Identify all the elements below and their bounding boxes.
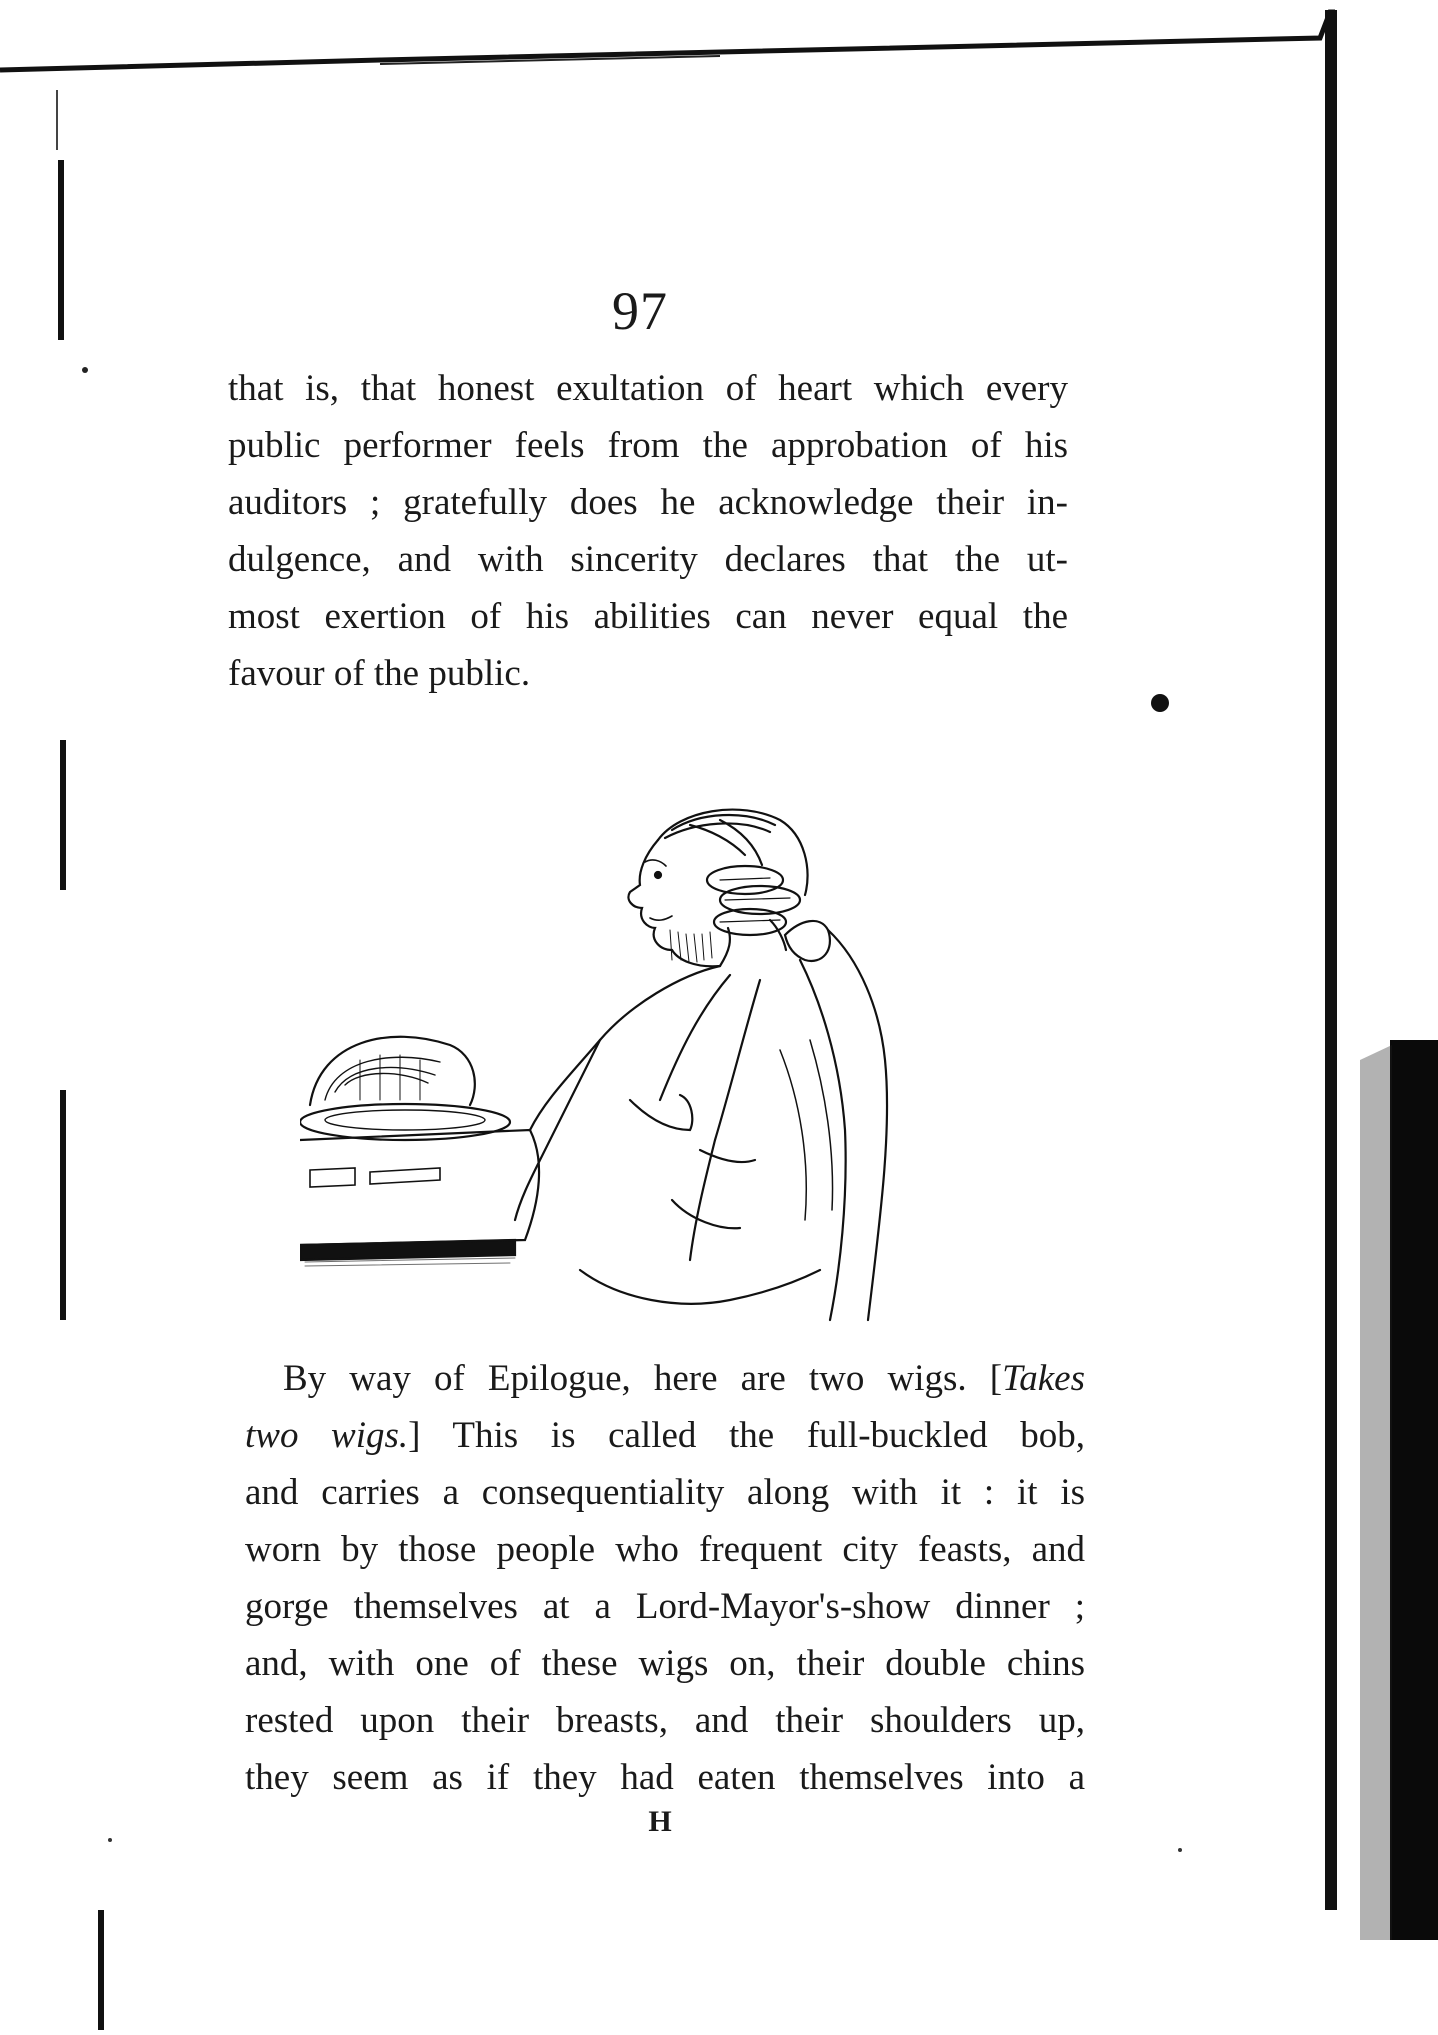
text-line: most exertion of his abilities can never equal the — [228, 596, 1068, 637]
text-line — [245, 1350, 1085, 1407]
text-line: rested upon their breasts, and their shoulders up, — [245, 1700, 1085, 1741]
text-line — [245, 1407, 1085, 1464]
text-line: worn by those people who frequent city feasts, and — [245, 1529, 1085, 1570]
text-line: favour of the public. — [228, 653, 531, 694]
text-line: dulgence, and with sincerity declares that the ut- — [228, 539, 1068, 580]
stage-direction: Takes — [1002, 1358, 1085, 1399]
text-segment: By way of Epilogue, here are two wigs. [ — [283, 1358, 1003, 1399]
text-line: that is, that honest exultation of heart which every — [228, 368, 1068, 409]
paragraph-continuation — [228, 360, 1068, 702]
signature-mark: H — [648, 1805, 672, 1838]
paragraph-epilogue — [245, 1350, 1085, 1806]
text-line: and carries a consequentiality along with it : it is — [245, 1472, 1085, 1513]
stage-direction: two wigs. — [245, 1415, 409, 1456]
text-line: auditors ; gratefully does he acknowledge their in- — [228, 482, 1068, 523]
text-line: and, with one of these wigs on, their double chins — [245, 1643, 1085, 1684]
text-line: gorge themselves at a Lord-Mayor's-show dinner ; — [245, 1586, 1085, 1627]
text-line: public performer feels from the approbation of his — [228, 425, 1068, 466]
text-segment: ] This is called the full-buckled bob, — [408, 1415, 1085, 1456]
text-line: they seem as if they had eaten themselves into a — [245, 1757, 1085, 1798]
wig-wearer-woodcut-icon — [300, 800, 960, 1330]
page-number: 97 — [612, 281, 668, 341]
